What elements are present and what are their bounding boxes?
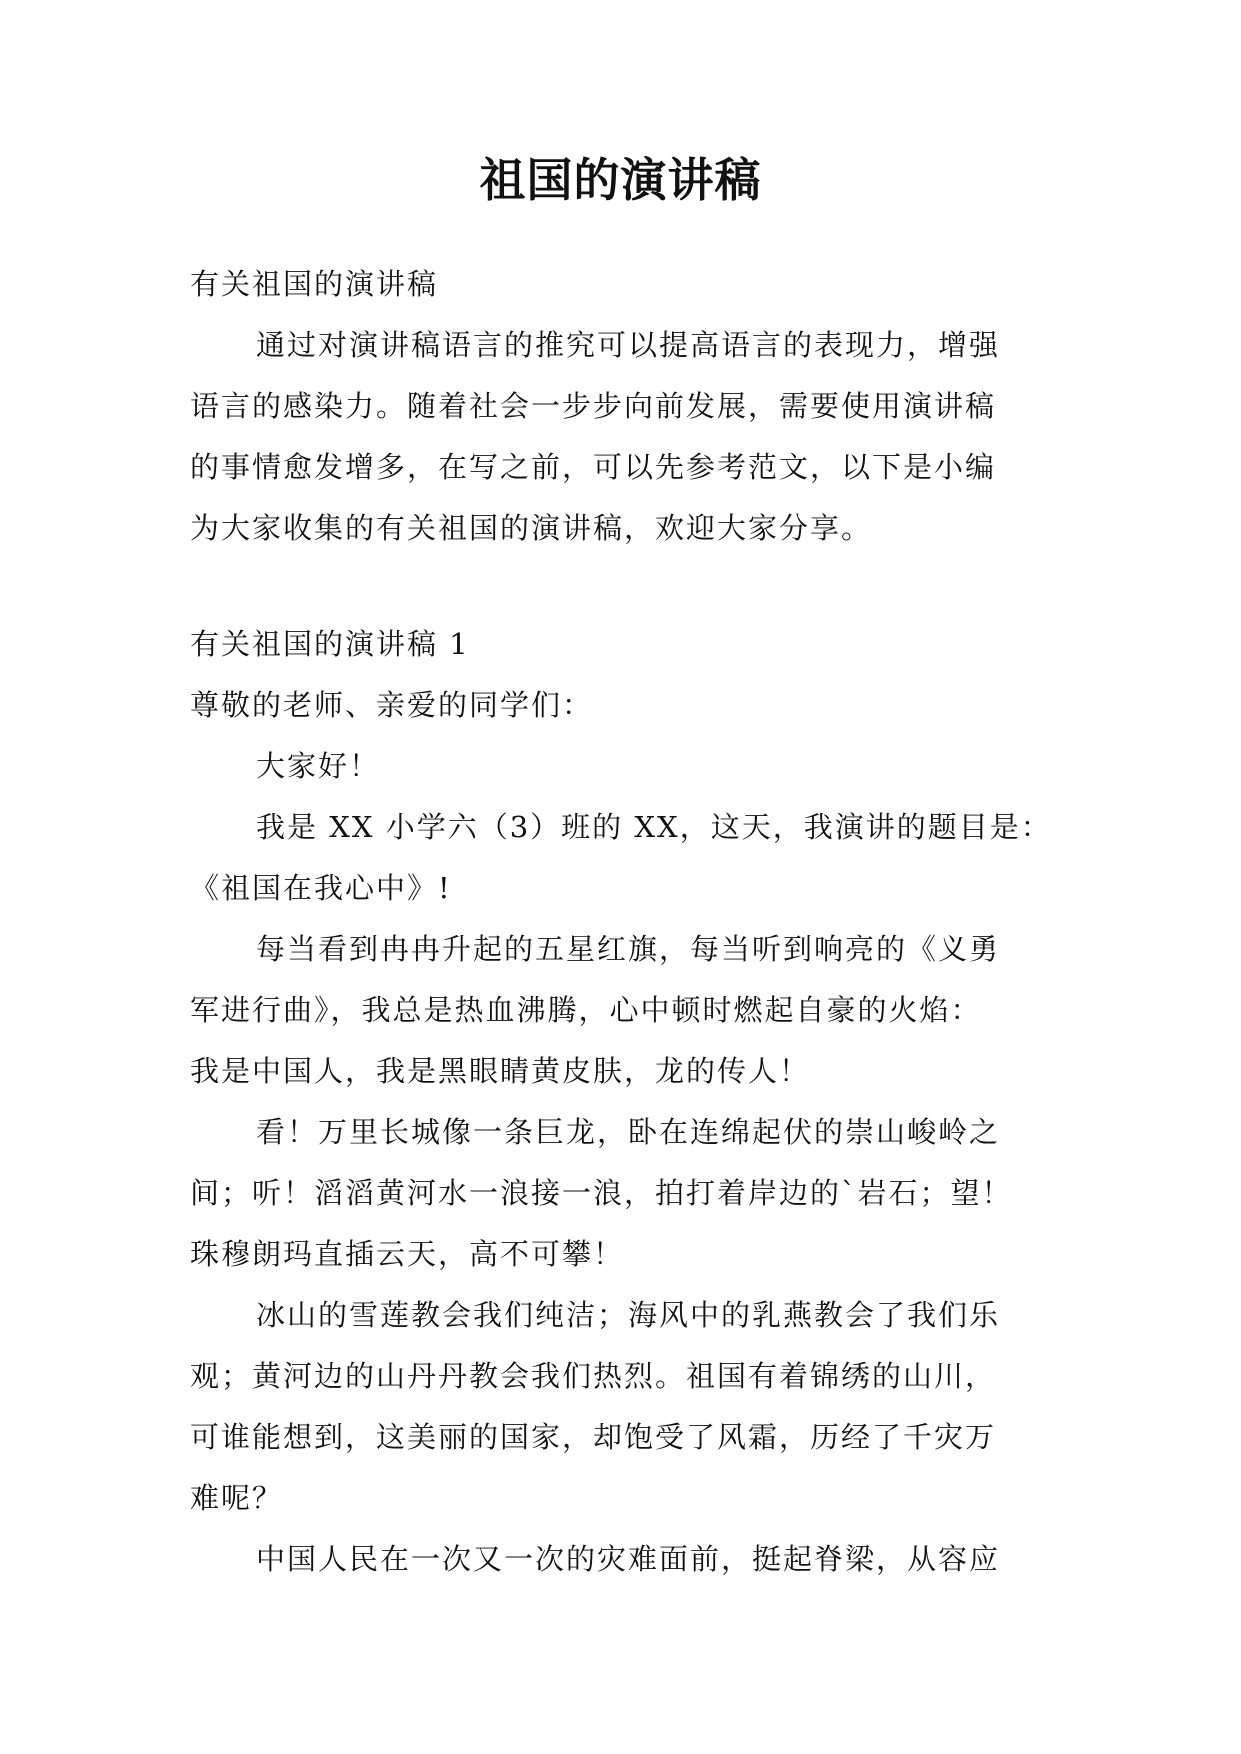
document-title: 祖国的演讲稿: [479, 153, 762, 207]
paragraph-line: 可谁能想到，这美丽的国家，却饱受了风霜，历经了千灾万: [190, 1420, 997, 1454]
intro-paragraph-line-4: 为大家收集的有关祖国的演讲稿，欢迎大家分享。: [190, 511, 873, 545]
greeting: 大家好！: [256, 749, 381, 783]
paragraph-line: 我是中国人，我是黑眼睛黄皮肤，龙的传人！: [190, 1054, 811, 1088]
paragraph-line: 冰山的雪莲教会我们纯洁；海风中的乳燕教会了我们乐: [256, 1298, 1001, 1332]
paragraph-line: 难呢？: [190, 1481, 284, 1515]
speech-heading: 有关祖国的演讲稿 1: [190, 627, 470, 661]
paragraph-line: 中国人民在一次又一次的灾难面前，挺起脊梁，从容应: [256, 1542, 1001, 1576]
paragraph-line: 看！万里长城像一条巨龙，卧在连绵起伏的崇山峻岭之: [256, 1115, 1001, 1149]
paragraph-line: 军进行曲》，我总是热血沸腾，心中顿时燃起自豪的火焰：: [190, 993, 982, 1027]
salutation: 尊敬的老师、亲爱的同学们：: [190, 688, 594, 722]
intro-paragraph-line-1: 通过对演讲稿语言的推究可以提高语言的表现力，增强: [256, 328, 1001, 362]
intro-heading: 有关祖国的演讲稿: [190, 267, 439, 301]
paragraph-line: 我是 XX 小学六（3）班的 XX，这天，我演讲的题目是：: [256, 810, 1052, 844]
intro-paragraph-line-3: 的事情愈发增多，在写之前，可以先参考范文，以下是小编: [190, 450, 997, 484]
paragraph-line: 珠穆朗玛直插云天，高不可攀！: [190, 1237, 625, 1271]
paragraph-line: 《祖国在我心中》!: [190, 871, 452, 905]
paragraph-line: 间；听！滔滔黄河水一浪接一浪，拍打着岸边的`岩石；望！: [190, 1176, 1013, 1210]
paragraph-line: 观；黄河边的山丹丹教会我们热烈。祖国有着锦绣的山川，: [190, 1359, 997, 1393]
intro-paragraph-line-2: 语言的感染力。随着社会一步步向前发展，需要使用演讲稿: [190, 389, 997, 423]
paragraph-line: 每当看到冉冉升起的五星红旗，每当听到响亮的《义勇: [256, 932, 1001, 966]
